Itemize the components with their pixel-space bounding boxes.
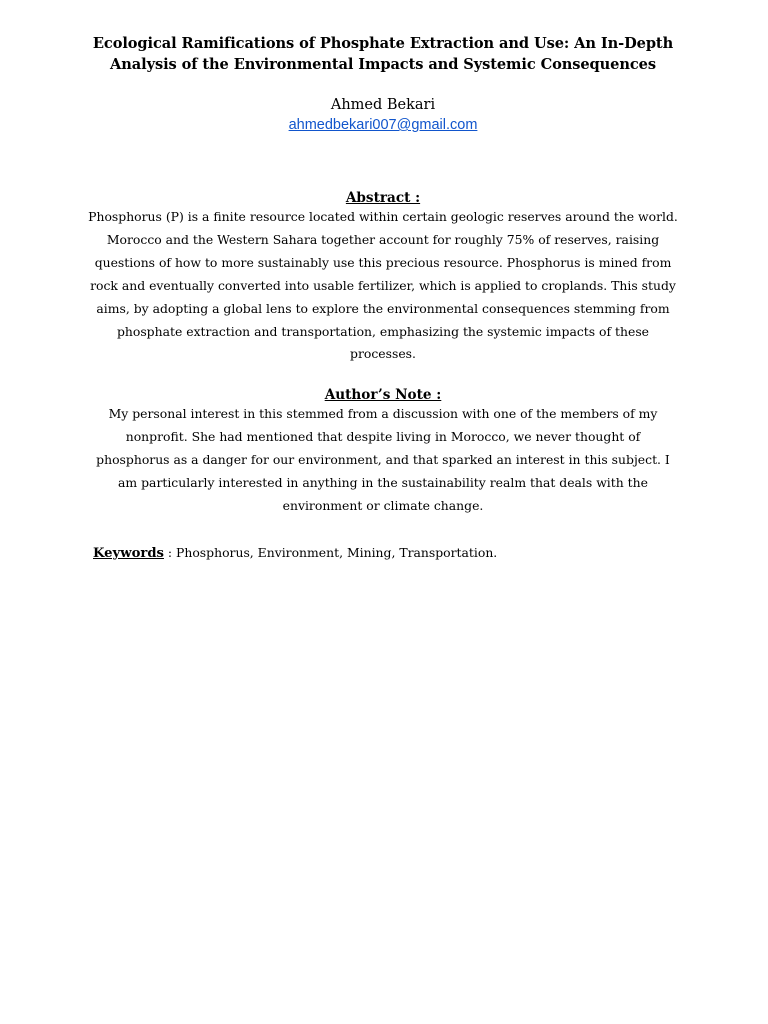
abstract-line: aims, by adopting a global lens to explore the environmental consequences stemming from	[96, 300, 670, 316]
paper-title-line-1: Ecological Ramifications of Phosphate Extraction and Use: An In-Depth	[92, 35, 674, 52]
authors-note-line: phosphorus as a danger for our environment, and that sparked an interest in this subject. I	[96, 451, 670, 467]
keywords-text: Phosphorus, Environment, Mining, Transportation.	[176, 545, 498, 560]
abstract-line: questions of how to more sustainably use this precious resource. Phosphorus is mined from	[94, 254, 672, 270]
abstract-line: rock and eventually converted into usable fertilizer, which is applied to croplands. This study	[90, 277, 676, 293]
authors-note-line: environment or climate change.	[282, 497, 484, 513]
authors-note-heading: Author’s Note :	[324, 387, 442, 403]
abstract-line: Morocco and the Western Sahara together account for roughly 75% of reserves, raising	[106, 231, 660, 247]
paper-title	[80, 33, 686, 75]
keywords-label: Keywords	[93, 546, 164, 561]
authors-note-line: am particularly interested in anything in the sustainability realm that deals with the	[118, 474, 648, 490]
author-name: Ahmed Bekari	[330, 97, 436, 113]
author-email-link[interactable]: ahmedbekari007@gmail.com	[288, 117, 478, 133]
authors-note-body	[86, 403, 680, 518]
keywords-line	[93, 542, 497, 565]
abstract-body	[86, 206, 680, 366]
abstract-line: Phosphorus (P) is a finite resource located within certain geologic reserves around the world.	[88, 209, 678, 224]
authors-note-line: nonprofit. She had mentioned that despite living in Morocco, we never thought of	[125, 428, 641, 444]
authors-note-line: My personal interest in this stemmed from a discussion with one of the members of my	[108, 406, 658, 421]
abstract-heading: Abstract :	[345, 190, 421, 206]
author-email	[0, 116, 766, 134]
abstract-line: phosphate extraction and transportation, emphasizing the systemic impacts of these	[116, 323, 650, 339]
keywords-separator: :	[163, 545, 177, 560]
abstract-line: processes.	[350, 346, 416, 362]
paper-title-line-2: Analysis of the Environmental Impacts and Systemic Consequences	[110, 56, 656, 73]
